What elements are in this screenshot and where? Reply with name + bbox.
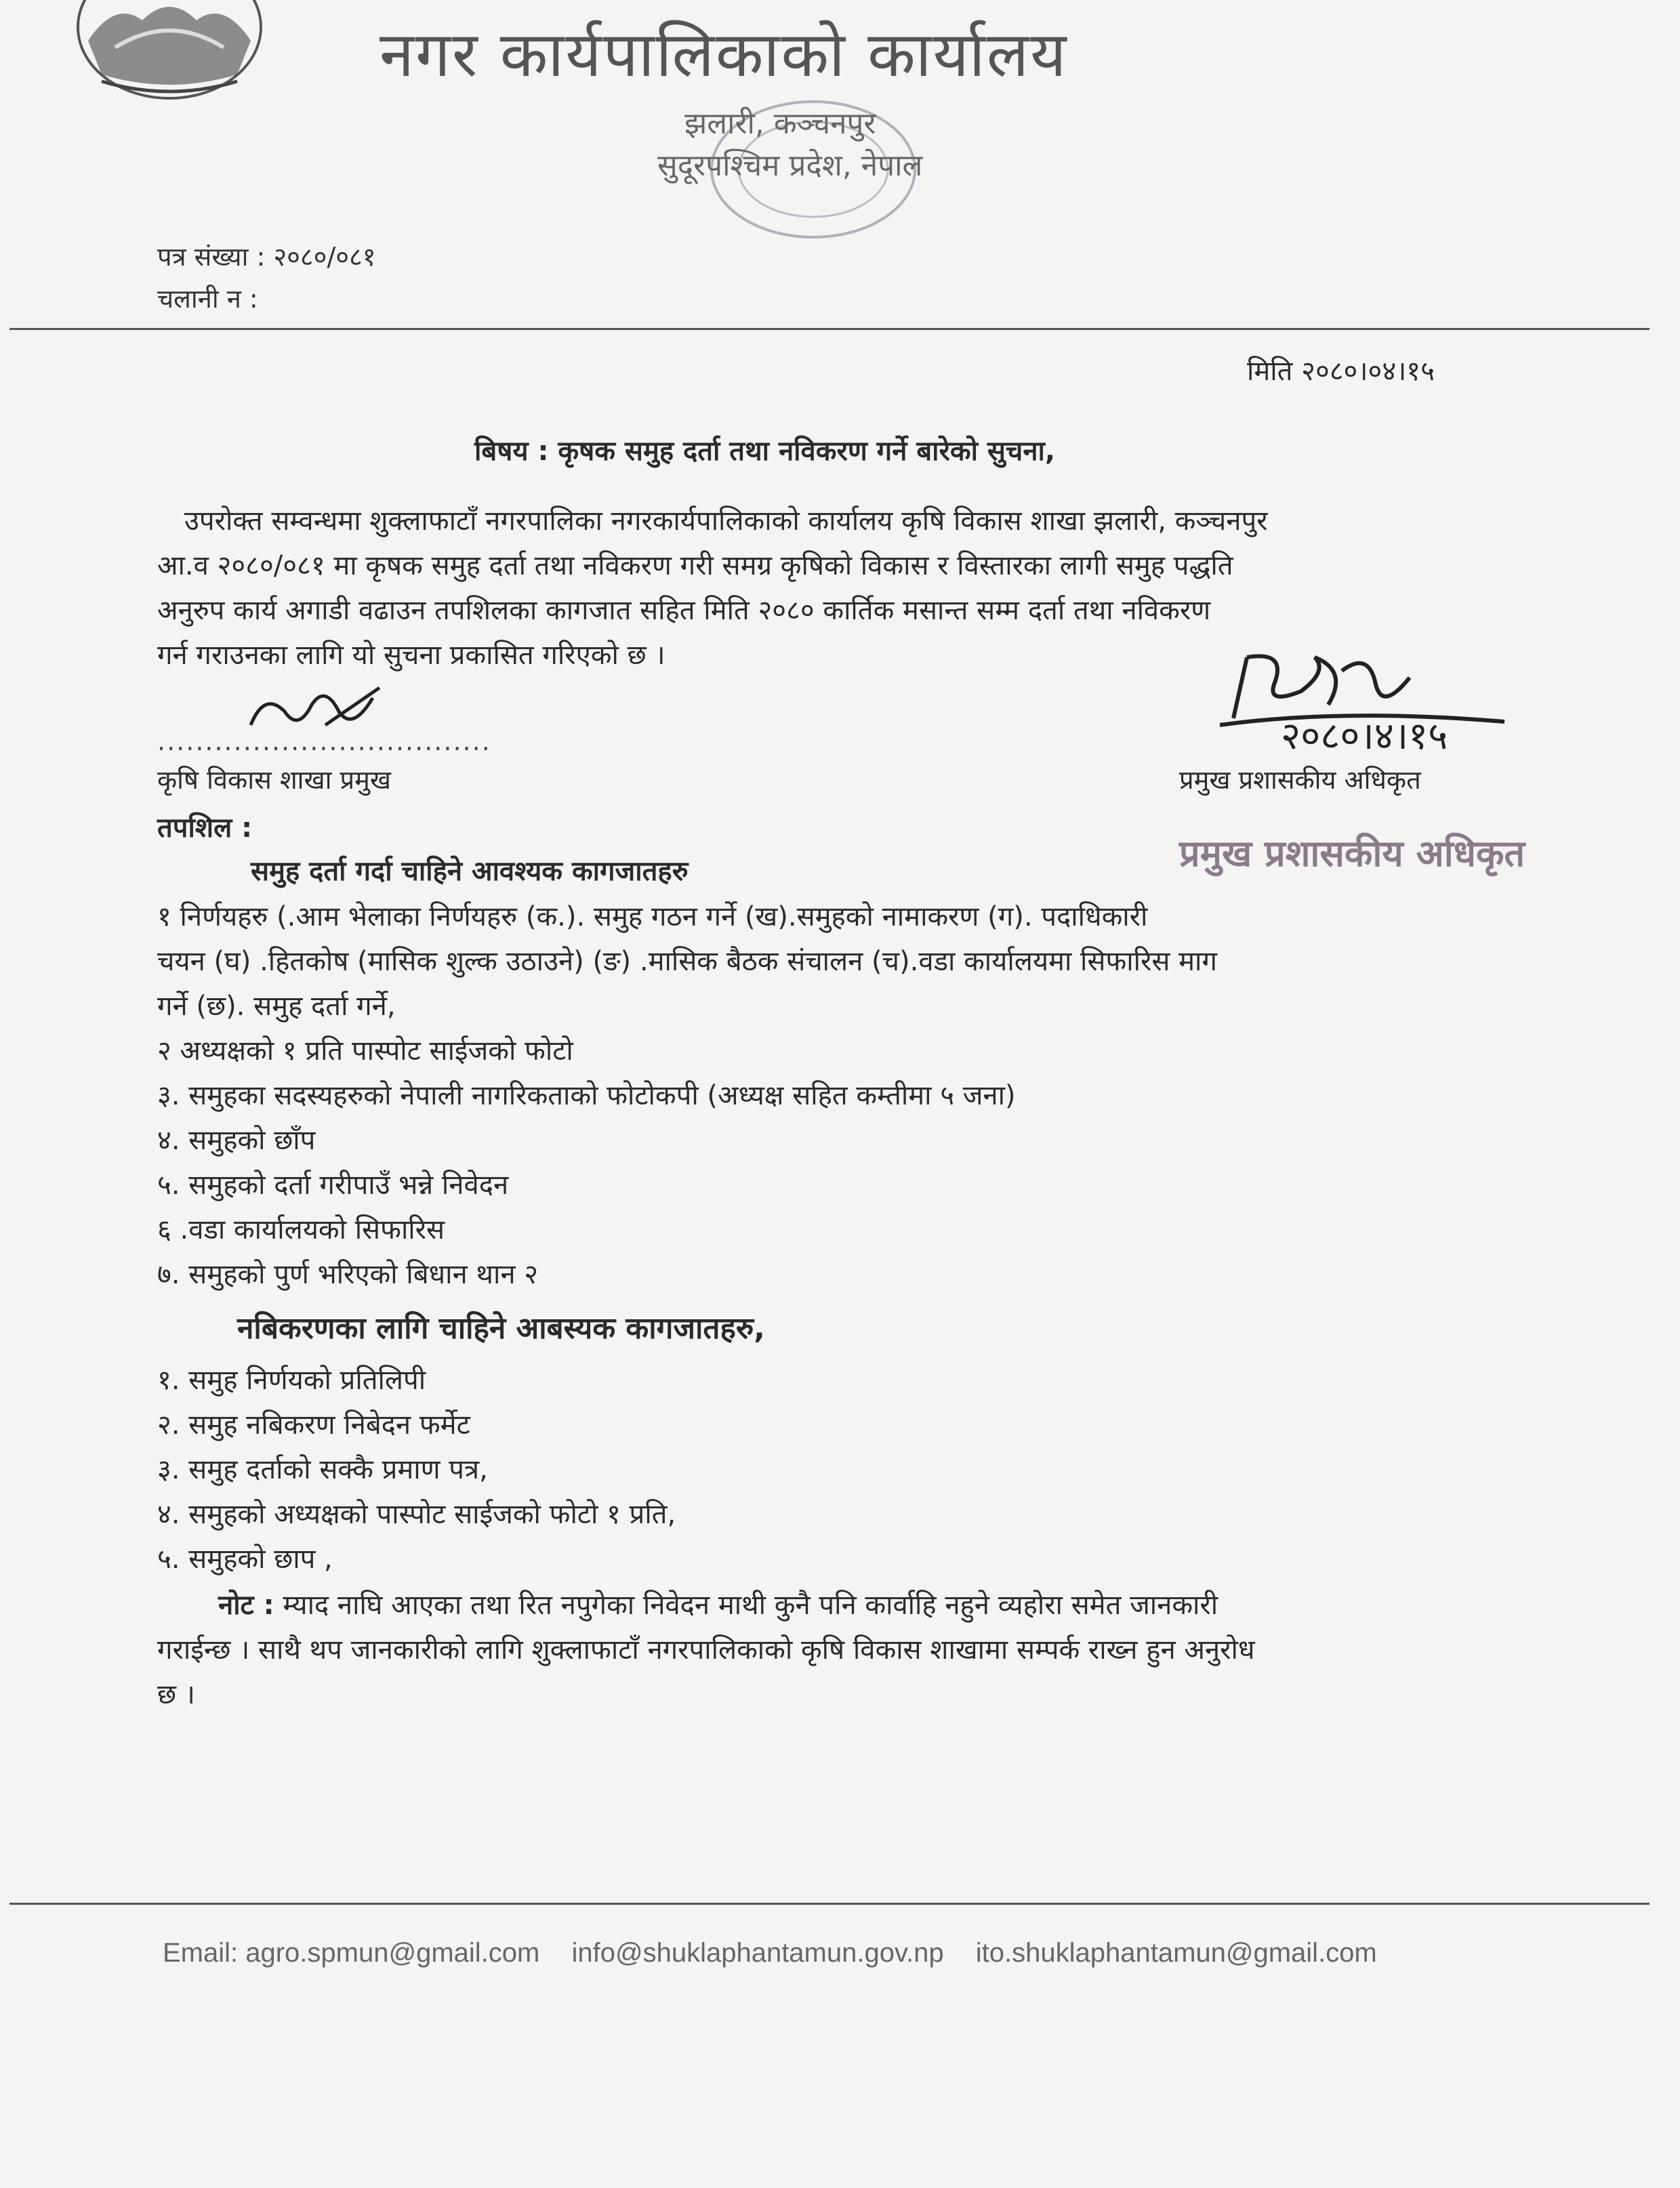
registration-item-1 [157, 894, 1479, 1029]
note-line: गराईन्छ । साथै थप जानकारीको लागि शुक्लाफाटाँ नगरपालिकाको कृषि विकास शाखामा सम्पर्क राख्न हुन अनुरोध [157, 1634, 1255, 1666]
list-item: ५. समुहको दर्ता गरीपाउँ भन्ने निवेदन [157, 1170, 509, 1201]
government-emblem-icon [75, 0, 264, 102]
body-line: आ.व २०८०/०८१ मा कृषक समुह दर्ता तथा नविकरण गरी समग्र कृषिको विकास र विस्तारका लागी समुह पद्धति [157, 550, 1233, 581]
letter-date: मिति २०८०।०४।१५ [1247, 356, 1435, 387]
list-item: २. समुह नबिकरण निबेदन फर्मेट [157, 1409, 470, 1441]
registration-heading: समुह दर्ता गर्दा चाहिने आवश्यक कागजातहरु [251, 856, 689, 887]
footer-contacts [163, 1938, 1401, 1968]
list-item: ७. समुहको पुर्ण भरिएको बिधान थान २ [157, 1259, 539, 1290]
note-line: छ । [157, 1679, 195, 1710]
header-divider [9, 328, 1650, 330]
right-signature-icon [1206, 644, 1518, 759]
body-line: उपरोक्त सम्वन्धमा शुक्लाफाटाँ नगरपालिका नगरकार्यपालिकाको कार्यालय कृषि विकास शाखा झलारी, कञ्चनपुर [184, 505, 1268, 537]
signature-date: २०८०।४।१५ [1281, 714, 1448, 758]
footer-email-info: info@shuklaphantamun.gov.np [571, 1938, 944, 1968]
list-item: ५. समुहको छाप , [157, 1544, 333, 1575]
list-item: चयन (घ) .हितकोष (मासिक शुल्क उठाउने) (ङ) .मासिक बैठक संचालन (च).वडा कार्यालयमा सिफारिस माग [157, 946, 1217, 977]
registration-list [157, 1029, 1016, 1297]
list-item: ३. समुह दर्ताको सक्कै प्रमाण पत्र, [157, 1454, 488, 1485]
left-signatory-title: कृषि विकास शाखा प्रमुख [157, 765, 391, 795]
renewal-heading: नबिकरणका लागि चाहिने आबस्यक कागजातहरु, [237, 1311, 765, 1346]
footer-email-agro: Email: agro.spmun@gmail.com [163, 1938, 540, 1968]
address-line-1: झलारी, कञ्चनपुर [684, 106, 876, 141]
letter-number: पत्र संख्या : २०८०/०८१ [157, 242, 376, 272]
list-item: ४. समुहको अध्यक्षको पास्पोट साईजको फोटो १ प्रति, [157, 1499, 676, 1530]
address-line-2: सुदूरपश्चिम प्रदेश, नेपाल [657, 148, 923, 183]
list-item: गर्ने (छ). समुह दर्ता गर्ने, [157, 991, 396, 1022]
list-item: ४. समुहको छाँप [157, 1125, 316, 1156]
list-item: ६ .वडा कार्यालयको सिफारिस [157, 1214, 445, 1245]
renewal-list [157, 1358, 676, 1582]
schedule-label: तपशिल : [157, 812, 253, 844]
body-line: गर्न गराउनका लागि यो सुचना प्रकासित गरिएको छ । [157, 640, 665, 671]
officer-stamp: प्रमुख प्रशासकीय अधिकृत [1179, 832, 1525, 875]
dispatch-number: चलानी न : [157, 284, 258, 314]
footer-divider [9, 1903, 1650, 1905]
office-title: नगर कार्यपालिकाको कार्यालय [380, 18, 1068, 91]
note-label: नोट : [218, 1590, 274, 1621]
list-item: १ निर्णयहरु (.आम भेलाका निर्णयहरु (क.). समुह गठन गर्ने (ख).समुहको नामाकरण (ग). पदाधिकारी [157, 901, 1148, 932]
list-item: २ अध्यक्षको १ प्रति पास्पोट साईजको फोटो [157, 1035, 573, 1067]
note-line: नोट : म्याद नाघि आएका तथा रित नपुगेका निवेदन माथी कुनै पनि कार्वाहि नहुने व्यहोरा समेत जानकारी [218, 1590, 1218, 1621]
list-item: ३. समुहका सदस्यहरुको नेपाली नागरिकताको फोटोकपी (अध्यक्ष सहित कम्तीमा ५ जना) [157, 1080, 1016, 1111]
subject-line: बिषय : कृषक समुह दर्ता तथा नविकरण गर्ने बारेको सुचना, [474, 436, 1056, 467]
body-line: अनुरुप कार्य अगाडी वढाउन तपशिलका कागजात सहित मिति २०८० कार्तिक मसान्त सम्म दर्ता तथा नविकरण [157, 595, 1211, 626]
right-signatory-title: प्रमुख प्रशासकीय अधिकृत [1179, 765, 1421, 795]
list-item: १. समुह निर्णयको प्रतिलिपी [157, 1365, 426, 1396]
signature-dotted-line: ................................... [157, 726, 491, 756]
footer-email-ito: ito.shuklaphantamun@gmail.com [975, 1938, 1377, 1968]
note-block [157, 1583, 1479, 1717]
